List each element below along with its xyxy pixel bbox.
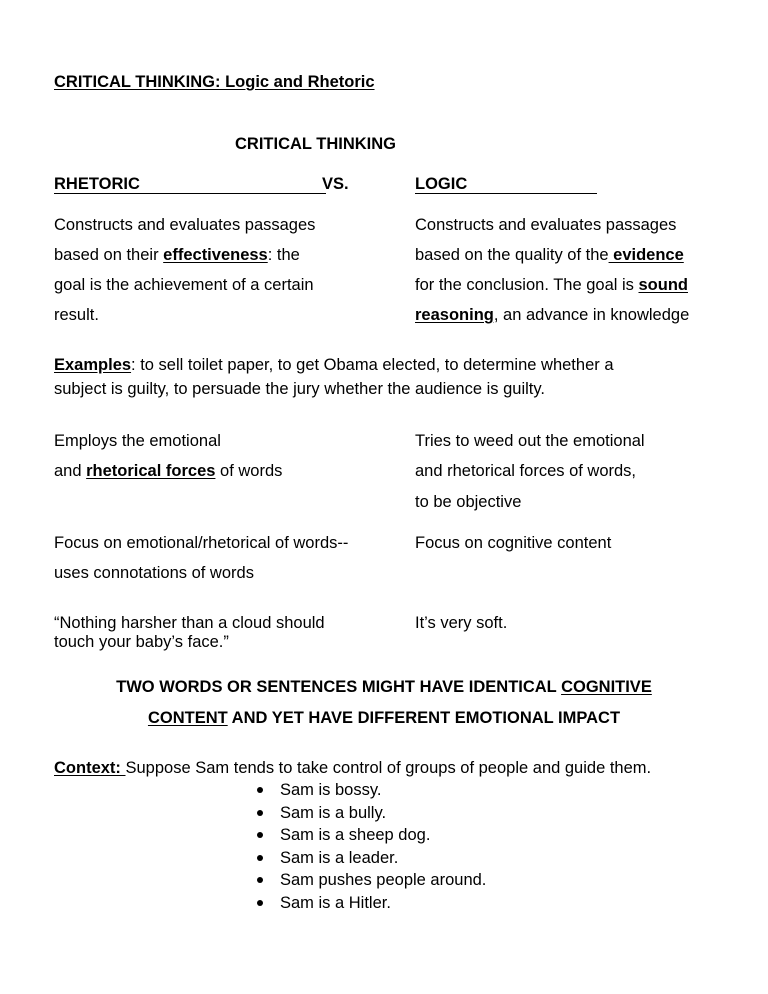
cognitive-term: COGNITIVE: [561, 678, 652, 696]
rhetoric-header: RHETORIC: [54, 175, 140, 193]
evidence-term: evidence: [608, 246, 684, 264]
context-line: Context: Suppose Sam tends to take control of groups of people and guide them.: [54, 759, 652, 777]
logic-def-line1: Constructs and evaluates passages: [415, 216, 677, 234]
quote-left-line2: touch your baby’s face.”: [54, 633, 229, 651]
bullet-icon: [257, 855, 263, 861]
focus-right-line1: Focus on cognitive content: [415, 534, 612, 552]
effectiveness-term: effectiveness: [163, 246, 268, 264]
reasoning-term: reasoning: [415, 306, 494, 324]
context-label: Context:: [54, 759, 126, 777]
sound-term: sound: [638, 276, 688, 294]
examples-line1: Examples: to sell toilet paper, to get Obama elected, to determine whether a: [54, 356, 614, 374]
emotional-left-line2: and rhetorical forces of words: [54, 462, 283, 480]
bullet-icon: [257, 832, 263, 838]
rhetorical-forces-term: rhetorical forces: [86, 462, 216, 480]
list-item: Sam is bossy.: [257, 782, 486, 805]
bullet-icon: [257, 810, 263, 816]
bullet-icon: [257, 900, 263, 906]
list-item: Sam pushes people around.: [257, 872, 486, 895]
logic-header-underline: [415, 193, 597, 194]
bullet-icon: [257, 787, 263, 793]
headline-line1: TWO WORDS OR SENTENCES MIGHT HAVE IDENTICAL COGNITIVE: [116, 678, 652, 696]
emotional-left-line1: Employs the emotional: [54, 432, 221, 450]
quote-right-line1: It’s very soft.: [415, 614, 508, 632]
vs-label: VS.: [322, 175, 349, 193]
examples-line2: subject is guilty, to persuade the jury whether the audience is guilty.: [54, 380, 545, 398]
logic-def-line3: for the conclusion. The goal is sound: [415, 276, 688, 294]
content-term: CONTENT: [147, 709, 228, 727]
logic-def-line2: based on the quality of the evidence: [415, 246, 684, 264]
sam-descriptions-list: [257, 782, 486, 917]
rhetoric-def-line4: result.: [54, 306, 99, 324]
document-title: CRITICAL THINKING: Logic and Rhetoric: [54, 73, 375, 91]
examples-label: Examples: [54, 356, 132, 374]
list-item: Sam is a bully.: [257, 805, 486, 828]
headline-line2: CONTENT AND YET HAVE DIFFERENT EMOTIONAL IMPACT: [147, 709, 621, 727]
rhetoric-def-line3: goal is the achievement of a certain: [54, 276, 314, 294]
emotional-right-line2: and rhetorical forces of words,: [415, 462, 637, 480]
list-item: Sam is a Hitler.: [257, 895, 486, 918]
list-item: Sam is a sheep dog.: [257, 827, 486, 850]
list-item: Sam is a leader.: [257, 850, 486, 873]
rhetoric-def-line2: based on their effectiveness: the: [54, 246, 300, 264]
emotional-right-line1: Tries to weed out the emotional: [415, 432, 645, 450]
logic-header: LOGIC: [415, 175, 468, 193]
quote-left-line1: “Nothing harsher than a cloud should: [54, 614, 325, 632]
rhetoric-header-underline: [54, 193, 326, 194]
section-title: CRITICAL THINKING: [235, 135, 397, 153]
focus-left-line2: uses connotations of words: [54, 564, 254, 582]
rhetoric-def-line1: Constructs and evaluates passages: [54, 216, 316, 234]
emotional-right-line3: to be objective: [415, 493, 522, 511]
bullet-icon: [257, 877, 263, 883]
logic-def-line4: reasoning, an advance in knowledge: [415, 306, 690, 324]
focus-left-line1: Focus on emotional/rhetorical of words--: [54, 534, 349, 552]
